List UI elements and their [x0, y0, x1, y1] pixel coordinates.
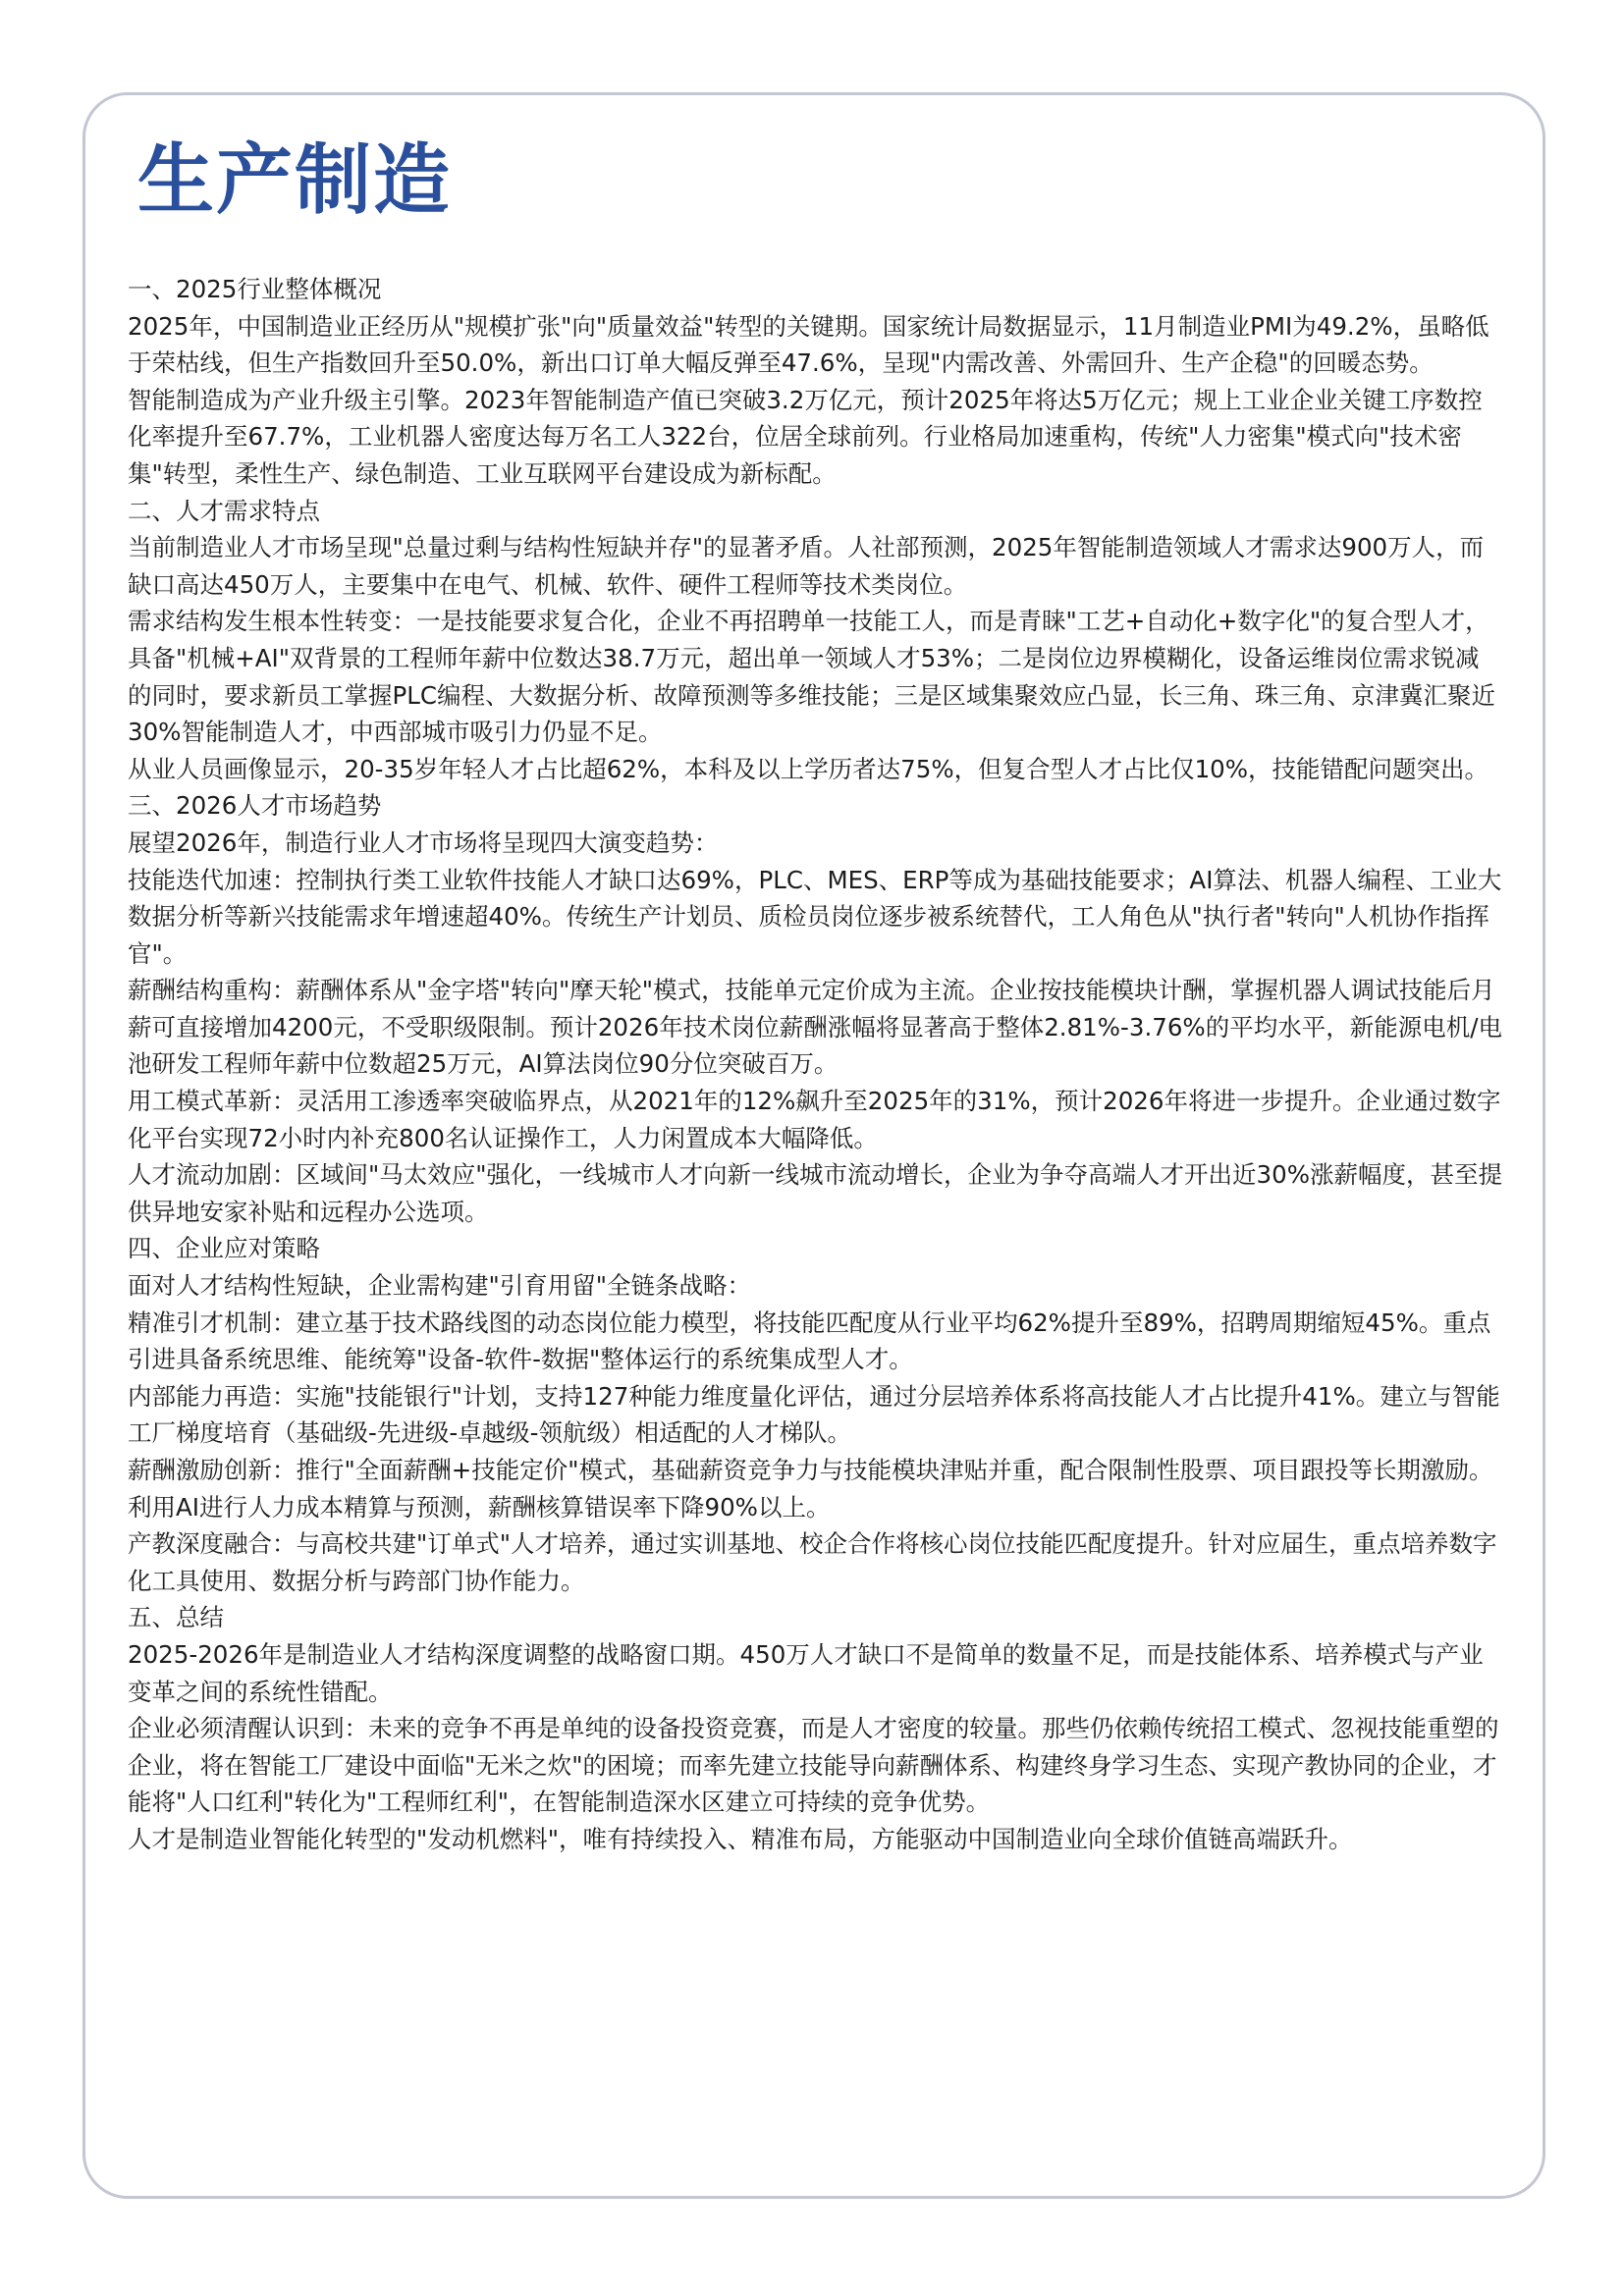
section-heading-strategy: 四、企业应对策略	[128, 1234, 320, 1263]
section-heading-talent-demand: 二、人才需求特点	[128, 496, 320, 525]
paragraph: 人才流动加剧：区域间"马太效应"强化，一线城市人才向新一线城市流动增长，企业为争夺高端人才开出近30%涨薪幅度，甚至提供异地安家补贴和远程办公选项。	[128, 1160, 1502, 1226]
paragraph: 用工模式革新：灵活用工渗透率突破临界点，从2021年的12%飙升至2025年的31%，预计2026年将进一步提升。企业通过数字化平台实现72小时内补充800名认证操作工，人力闲置成本大幅降低。	[128, 1087, 1501, 1152]
section-heading-summary: 五、总结	[128, 1603, 224, 1632]
paragraph: 2025年，中国制造业正经历从"规模扩张"向"质量效益"转型的关键期。国家统计局数据显示，11月制造业PMI为49.2%，虽略低于荣枯线，但生产指数回升至50.0%，新出口订单大幅反弹至47.6%，呈现"内需改善、外需回升、生产企稳"的回暖态势。	[128, 311, 1489, 378]
page-title: 生产制造	[137, 136, 453, 225]
paragraph: 内部能力再造：实施"技能银行"计划，支持127种能力维度量化评估，通过分层培养体系将高技能人才占比提升41%。建立与智能工厂梯度培育（基础级-先进级-卓越级-领航级）相适配的人才梯队。	[128, 1381, 1500, 1448]
paragraph: 展望2026年，制造行业人才市场将呈现四大演变趋势：	[128, 828, 719, 857]
paragraph: 产教深度融合：与高校共建"订单式"人才培养，通过实训基地、校企合作将核心岗位技能匹配度提升。针对应届生，重点培养数字化工具使用、数据分析与跨部门协作能力。	[128, 1529, 1497, 1595]
section-heading-trends: 三、2026人才市场趋势	[128, 791, 382, 821]
section-heading-overview: 一、2025行业整体概况	[128, 275, 382, 303]
paragraph: 薪酬激励创新：推行"全面薪酬+技能定价"模式，基础薪资竞争力与技能模块津贴并重，配合限制性股票、项目跟投等长期激励。利用AI进行人力成本精算与预测，薪酬核算错误率下降90%以上。	[128, 1456, 1493, 1522]
paragraph: 从业人员画像显示，20-35岁年轻人才占比超62%，本科及以上学历者达75%，但复合型人才占比仅10%，技能错配问题突出。	[128, 754, 1489, 783]
paragraph: 需求结构发生根本性转变：一是技能要求复合化，企业不再招聘单一技能工人，而是青睐"工艺+自动化+数字化"的复合型人才，具备"机械+AI"双背景的工程师年薪中位数达38.7万元，超出单一领域人才53%；二是岗位边界模糊化，设备运维岗位需求锐减的同时，要求新员工掌握PLC编程、大数据分析、故障预测等多维技能；三是区域集聚效应凸显，长三角、珠三角、京津冀汇聚近30%智能制造人才，中西部城市吸引力仍显不足。	[128, 607, 1496, 747]
paragraph: 企业必须清醒认识到：未来的竞争不再是单纯的设备投资竞赛，而是人才密度的较量。那些仍依赖传统招工模式、忽视技能重塑的企业，将在智能工厂建设中面临"无米之炊"的困境；而率先建立技能导向薪酬体系、构建终身学习生态、实现产教协同的企业，才能将"人口红利"转化为"工程师红利"，在智能制造深水区建立可持续的竞争优势。	[128, 1714, 1499, 1817]
paragraph: 人才是制造业智能化转型的"发动机燃料"，唯有持续投入、精准布局，方能驱动中国制造业向全球价值链高端跃升。	[128, 1824, 1353, 1853]
paragraph: 2025-2026年是制造业人才结构深度调整的战略窗口期。450万人才缺口不是简单的数量不足，而是技能体系、培养模式与产业变革之间的系统性错配。	[128, 1639, 1484, 1706]
paragraph: 薪酬结构重构：薪酬体系从"金字塔"转向"摩天轮"模式，技能单元定价成为主流。企业按技能模块计酬，掌握机器人调试技能后月薪可直接增加4200元，不受职级限制。预计2026年技术岗位薪酬涨幅将显著高于整体2.81%-3.76%的平均水平，新能源电机/电池研发工程师年薪中位数超25万元，AI算法岗位90分位突破百万。	[128, 976, 1502, 1079]
paragraph: 精准引才机制：建立基于技术路线图的动态岗位能力模型，将技能匹配度从行业平均62%提升至89%，招聘周期缩短45%。重点引进具备系统思维、能统筹"设备-软件-数据"整体运行的系统集成型人才。	[128, 1308, 1491, 1374]
paragraph: 当前制造业人才市场呈现"总量过剩与结构性短缺并存"的显著矛盾。人社部预测，2025年智能制造领域人才需求达900万人，而缺口高达450万人，主要集中在电气、机械、软件、硬件工程师等技术类岗位。	[128, 533, 1485, 599]
paragraph: 技能迭代加速：控制执行类工业软件技能人才缺口达69%，PLC、MES、ERP等成为基础技能要求；AI算法、机器人编程、工业大数据分析等新兴技能需求年增速超40%。传统生产计划员、质检员岗位逐步被系统替代，工人角色从"执行者"转向"人机协作指挥官"。	[128, 865, 1502, 968]
paragraph: 智能制造成为产业升级主引擎。2023年智能制造产值已突破3.2万亿元，预计2025年将达5万亿元；规上工业企业关键工序数控化率提升至67.7%，工业机器人密度达每万名工人322台，位居全球前列。行业格局加速重构，传统"人力密集"模式向"技术密集"转型，柔性生产、绿色制造、工业互联网平台建设成为新标配。	[128, 385, 1483, 488]
article-body	[128, 271, 1502, 1858]
paragraph: 面对人才结构性短缺，企业需构建"引育用留"全链条战略：	[128, 1271, 752, 1301]
